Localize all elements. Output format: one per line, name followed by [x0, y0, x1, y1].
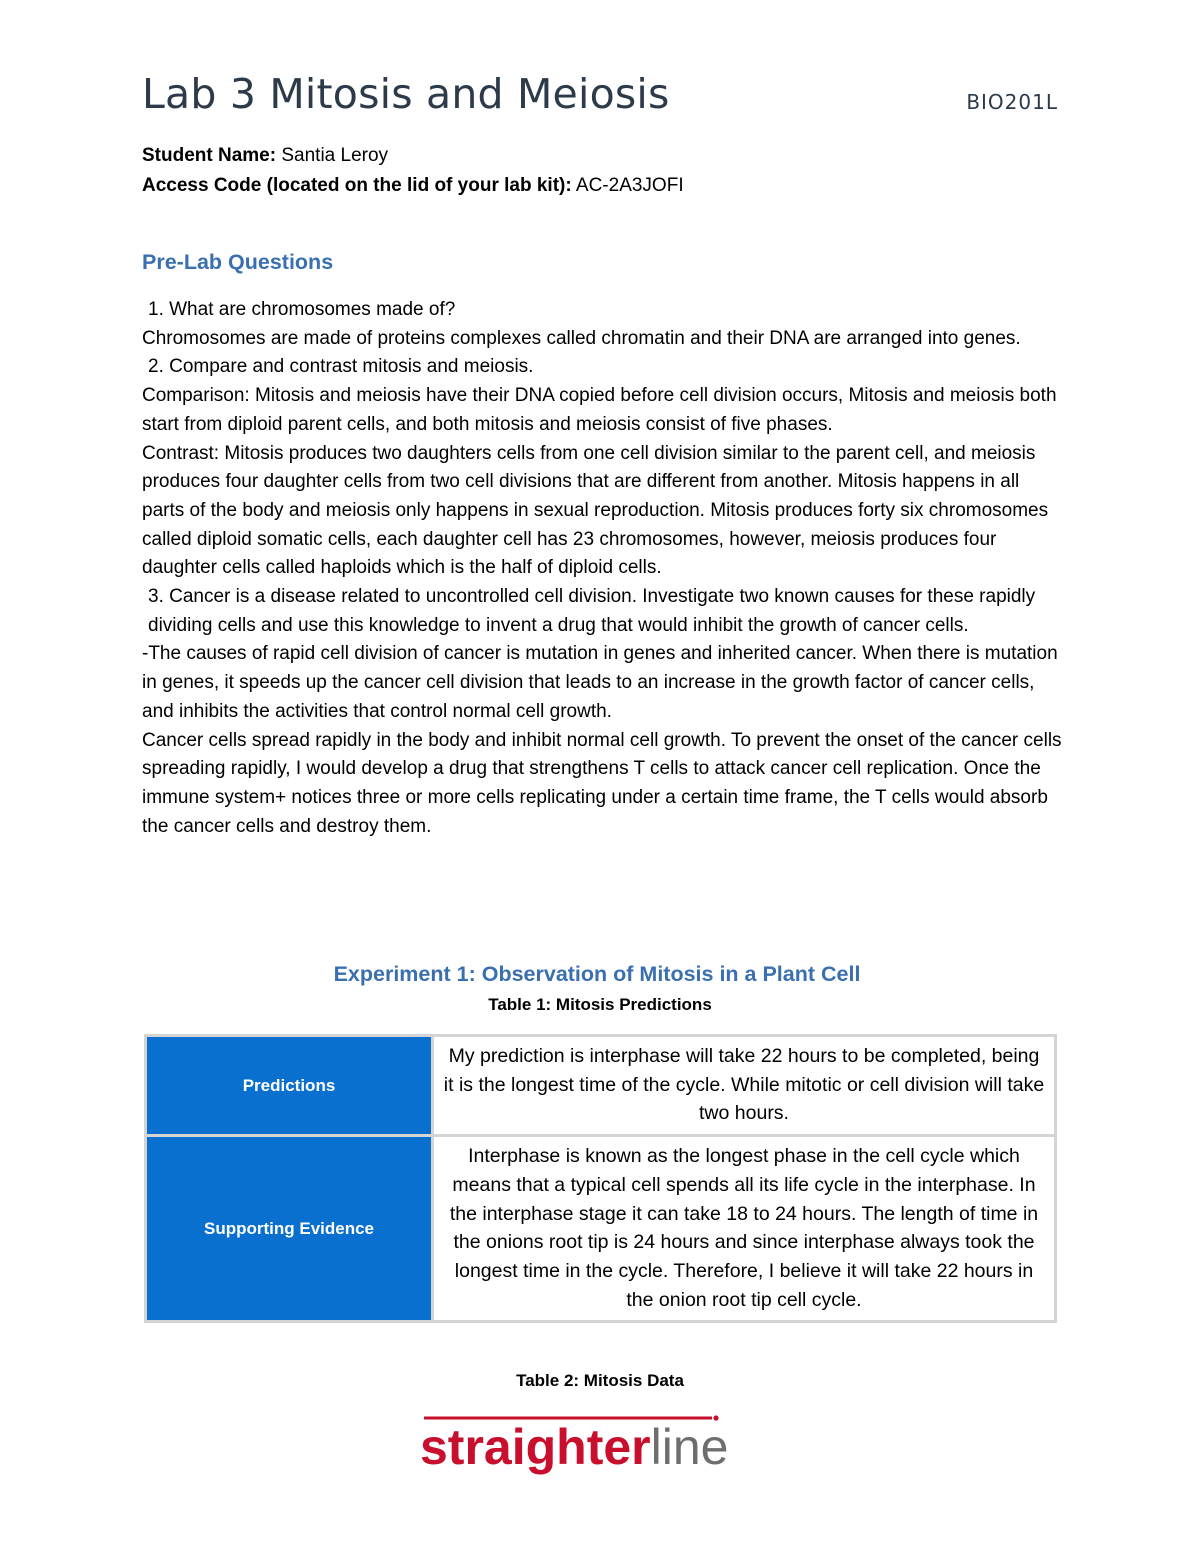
document-title: Lab 3 Mitosis and Meiosis	[142, 70, 670, 118]
table-1-caption: Table 1: Mitosis Predictions	[488, 995, 712, 1014]
supporting-evidence-value: Interphase is known as the longest phase in the cell cycle which means that a typical cell spends all its life cycle in the interphase. In the interphase stage it can take 18 to 24 hours. The length of time in the onions root tip is 24 hours and since interphase always took the longest time in the cycle. Therefore, I believe it will take 22 hours in the onion root tip cell cycle.	[433, 1136, 1056, 1322]
answer-2-comparison: Comparison: Mitosis and meiosis have their DNA copied before cell division occurs, Mitosis and meiosis both start from diploid parent cells, and both mitosis and meiosis consist of five phases.	[142, 385, 1057, 435]
student-name-field	[142, 142, 388, 170]
access-code-label: Access Code (located on the lid of your lab kit):	[142, 175, 572, 196]
answer-1: Chromosomes are made of proteins complexes called chromatin and their DNA are arranged into genes.	[142, 327, 1021, 349]
answer-3-drug: Cancer cells spread rapidly in the body and inhibit normal cell growth. To prevent the onset of the cancer cells spreading rapidly, I would develop a drug that strengthens T cells to attack cancer cell replication. Once the immune system+ notices three or more cells replicating under a certain time frame, the T cells would absorb the cancer cells and destroy them.	[142, 729, 1062, 837]
table-2-caption: Table 2: Mitosis Data	[516, 1371, 684, 1390]
predictions-value: My prediction is interphase will take 22 hours to be completed, being it is the longest time of the cycle. While mitotic or cell division will take two hours.	[433, 1036, 1056, 1136]
access-code-field	[142, 172, 684, 200]
experiment-1-heading-text: Experiment 1: Observation of Mitosis in a Plant Cell	[333, 962, 861, 986]
table-row	[146, 1136, 1056, 1322]
logo-text-line: line	[650, 1419, 729, 1475]
answer-2-contrast: Contrast: Mitosis produces two daughters cells from one cell division similar to the parent cell, and meiosis produces four daughter cells from two cell divisions that are different from another. Mitosis happens in all parts of the body and meiosis only happens in sexual reproduction. Mitosis produces forty six chromosomes called diploid somatic cells, each daughter cell has 23 chromosomes, however, meiosis produces four daughter cells called haploids which is the half of diploid cells.	[142, 442, 1049, 579]
answer-3-causes: -The causes of rapid cell division of cancer is mutation in genes and inherited cancer. When there is mutation in genes, it speeds up the cancer cell division that leads to an increase in the growth factor of cancer cells, and inhibits the activities that control normal cell growth.	[142, 643, 1058, 722]
question-2: 2. Compare and contrast mitosis and meiosis.	[148, 356, 534, 378]
prelab-heading: Pre-Lab Questions	[142, 250, 334, 274]
table-row	[146, 1036, 1056, 1136]
question-1: 1. What are chromosomes made of?	[148, 299, 456, 320]
experiment-1-heading	[0, 962, 1200, 987]
logo-text-straighter: straighter	[420, 1419, 651, 1475]
access-code-value: AC-2A3JOFI	[575, 175, 684, 196]
student-name-label: Student Name:	[142, 145, 277, 166]
prelab-questions	[142, 296, 1062, 841]
student-name-value: Santia Leroy	[281, 145, 389, 166]
predictions-label: Predictions	[146, 1036, 433, 1136]
logo-text	[420, 1419, 728, 1475]
straighterline-logo-mark	[420, 1412, 780, 1482]
straighterline-logo	[0, 1412, 1200, 1487]
supporting-evidence-label: Supporting Evidence	[146, 1136, 433, 1322]
question-3: 3. Cancer is a disease related to uncontrolled cell division. Investigate two known causes for these rapidly dividing cells and use this knowledge to invent a drug that would inhibit the growth of cancer cells.	[148, 586, 1036, 636]
course-code: BIO201L	[966, 90, 1058, 114]
mitosis-predictions-table	[144, 1034, 1057, 1323]
